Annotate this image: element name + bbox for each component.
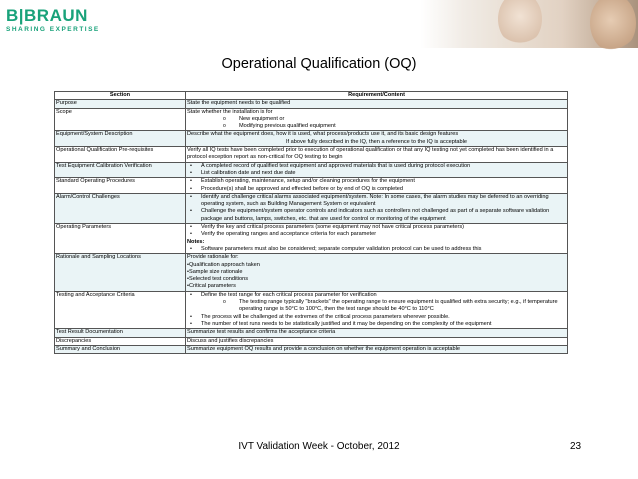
section-cell: Operating Parameters: [55, 224, 186, 254]
bullet-item: • List calibration date and next due date: [187, 170, 566, 177]
requirement-line: Provide rationale for:: [187, 254, 239, 261]
face-image: [498, 0, 542, 46]
section-cell: Operational Qualification Pre-requisites: [55, 147, 186, 163]
requirement-header: Requirement/Content: [186, 92, 568, 100]
bullet-item: • Procedure(s) shall be approved and effected before or by end of OQ is completed: [187, 186, 566, 193]
requirement-cell: [186, 131, 568, 147]
table-row: [55, 147, 568, 163]
requirement-line: Summarize test results and confirms the acceptance criteria: [187, 329, 336, 336]
bullet-item: • A completed record of qualified test equipment and approved materials that is used during protocol execution: [187, 163, 566, 170]
table-row: [55, 100, 568, 108]
requirement-cell: [186, 337, 568, 345]
header-photo: [420, 0, 638, 48]
slide-header: [0, 0, 638, 46]
section-cell: Scope: [55, 108, 186, 131]
sub-bullet-item: o New equipment or: [187, 116, 566, 123]
requirement-line: State whether the installation is for: [187, 108, 273, 115]
bullet-item: • Verify the operating ranges and acceptance criteria for each parameter: [187, 231, 566, 238]
bullet-item: • Verify the key and critical process parameters (some equipment may not have critical process parameters): [187, 224, 566, 231]
table-row: [55, 337, 568, 345]
section-cell: Standard Operating Procedures: [55, 178, 186, 194]
table-row: [55, 329, 568, 337]
section-cell: Test Result Documentation: [55, 329, 186, 337]
requirement-line: •Sample size rationale: [187, 268, 243, 275]
oq-requirements-table: [54, 91, 568, 354]
sub-bullet-item: o Modifying previous qualified equipment: [187, 123, 566, 130]
requirement-line: Discuss and justifies discrepancies: [187, 337, 274, 344]
requirement-line: Notes:: [187, 238, 205, 245]
requirement-cell: [186, 345, 568, 353]
table-body: [55, 100, 568, 354]
requirement-line: •Qualification approach taken: [187, 261, 260, 268]
requirement-cell: [186, 108, 568, 131]
section-cell: Discrepancies: [55, 337, 186, 345]
bullet-item: • Challenge the equipment/system operator controls and indicators such as controllers not challenged as part of a separate software validation package and buttons, lamps, switches, etc. that are used for control or monitoring of the equipment: [187, 208, 566, 223]
requirement-cell: [186, 224, 568, 254]
table-row: [55, 193, 568, 223]
bullet-item: • The number of test runs needs to be statistically justified and it may be depending on the complexity of the equipment: [187, 321, 566, 328]
requirement-line: Verify all IQ tests have been completed prior to execution of operational qualification or that any IQ testing not yet completed has been identified in a protocol exception report as non-critical for OQ testing to begin: [187, 147, 554, 161]
requirement-cell: [186, 162, 568, 178]
section-cell: Testing and Acceptance Criteria: [55, 291, 186, 328]
face-image: [590, 0, 636, 52]
table-row: [55, 345, 568, 353]
bullet-item: • Establish operating, maintenance, setup and/or cleaning procedures for the equipment: [187, 178, 566, 185]
section-header: Section: [55, 92, 186, 100]
requirement-cell: [186, 178, 568, 194]
requirement-cell: [186, 329, 568, 337]
bullet-item: • Identify and challenge critical alarms associated equipment/system. Note: In some cases, the alarm studies may be deferred to an overriding operating system, such as Building Management System or equivalent: [187, 194, 566, 209]
requirement-line: •Selected test conditions: [187, 276, 249, 283]
section-cell: Summary and Conclusion: [55, 345, 186, 353]
bullet-item: • Software parameters must also be considered; separate computer validation protocol can be used to address this: [187, 246, 566, 253]
requirement-line: If above fully described in the IQ, then a reference to the IQ is acceptable: [286, 138, 467, 145]
table-row: [55, 178, 568, 194]
table-row: [55, 224, 568, 254]
bullet-item: • The process will be challenged at the extremes of the critical process parameters wherever possible.: [187, 314, 566, 321]
requirement-cell: [186, 291, 568, 328]
requirement-line: •Critical parameters: [187, 283, 236, 290]
braun-logo: B|BRAUN: [6, 6, 88, 25]
table-row: [55, 162, 568, 178]
requirement-cell: [186, 147, 568, 163]
slide-title: Operational Qualification (OQ): [221, 56, 417, 72]
requirement-cell: [186, 100, 568, 108]
table-row: [55, 254, 568, 291]
section-cell: Alarm/Control Challenges: [55, 193, 186, 223]
table-header-row: [55, 92, 568, 100]
footer-text: IVT Validation Week - October, 2012: [238, 441, 400, 452]
page-number: 23: [570, 441, 582, 452]
bullet-item: • Define the test range for each critical process parameter for verification: [187, 292, 566, 299]
section-cell: Purpose: [55, 100, 186, 108]
table-row: [55, 108, 568, 131]
section-cell: Rationale and Sampling Locations: [55, 254, 186, 291]
table-row: [55, 291, 568, 328]
logo-tagline: SHARING EXPERTISE: [6, 26, 100, 33]
section-cell: Equipment/System Description: [55, 131, 186, 147]
table-row: [55, 131, 568, 147]
requirement-cell: [186, 254, 568, 291]
requirement-line: State the equipment needs to be qualified: [187, 100, 291, 107]
sub-bullet-item: o The testing range typically "brackets" the operating range to ensure equipment is qualified with extra security; e.g., if temperature operating range is 50°C to 100°C, then the test range should be 40°C to 110°C: [187, 299, 566, 314]
section-cell: Test Equipment Calibration Verification: [55, 162, 186, 178]
requirement-line: Describe what the equipment does, how it is used, what process/products use it, and its basic design features: [187, 131, 459, 138]
requirement-line: Summarize equipment OQ results and provide a conclusion on whether the equipment operation is acceptable: [187, 345, 461, 352]
requirement-cell: [186, 193, 568, 223]
